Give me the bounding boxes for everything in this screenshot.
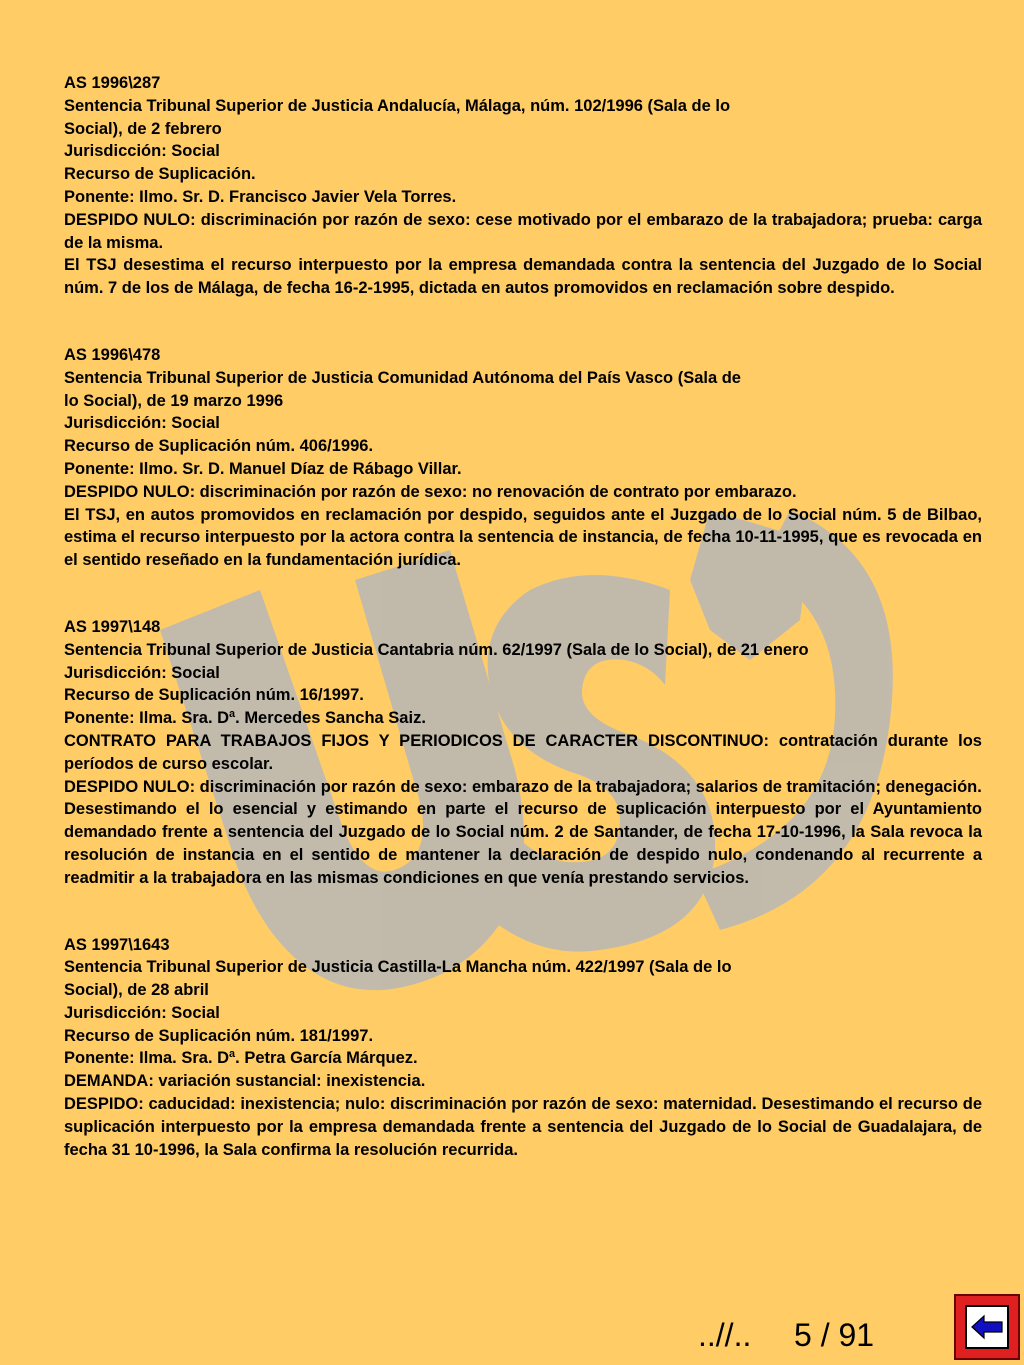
case-summary: DESPIDO NULO: discriminación por razón de sexo: no renovación de contrato por embarazo.	[64, 482, 797, 501]
case-entry-1	[64, 72, 982, 300]
case-summary: DESPIDO: caducidad: inexistencia; nulo: discriminación por razón de sexo: maternidad. Desestimando el recurso de suplicación interpuesto por la empresa demandada frente a sentencia del Juzgado de lo Social de Guadalajara, de fecha 31 10-1996, la Sala confirma la resolución recurrida.	[64, 1095, 982, 1159]
case-appeal-type: Recurso de Suplicación núm. 406/1996.	[64, 437, 374, 456]
case-summary: DEMANDA: variación sustancial: inexistencia.	[64, 1072, 426, 1091]
case-title-continued: Social), de 28 abril	[64, 981, 209, 1000]
document-content	[64, 72, 982, 1205]
case-summary: El TSJ, en autos promovidos en reclamación por despido, seguidos ante el Juzgado de lo Social núm. 5 de Bilbao, estima el recurso interpuesto por la actora contra la sentencia de instancia, de fecha 10-11-1995, que es revocada en el sentido reseñado en la fundamentación jurídica.	[64, 505, 982, 570]
back-button-face	[965, 1305, 1009, 1349]
back-button[interactable]	[954, 1294, 1020, 1360]
page-indicator: 5 / 91	[794, 1317, 875, 1353]
case-judge: Ponente: Ilmo. Sr. D. Francisco Javier Vela Torres.	[64, 187, 457, 206]
case-entry-4	[64, 934, 982, 1162]
case-judge: Ponente: Ilma. Sra. Dª. Petra García Márquez.	[64, 1049, 418, 1068]
case-entry-2	[64, 344, 982, 572]
case-reference: AS 1996\478	[64, 345, 161, 364]
case-title-continued: Social), de 2 febrero	[64, 119, 222, 138]
case-appeal-type: Recurso de Suplicación núm. 16/1997.	[64, 686, 364, 705]
case-jurisdiction: Jurisdicción: Social	[64, 142, 220, 161]
arrow-left-icon	[970, 1314, 1004, 1340]
case-reference: AS 1996\287	[64, 74, 161, 92]
case-title: Sentencia Tribunal Superior de Justicia Andalucía, Málaga, núm. 102/1996 (Sala de lo	[64, 96, 731, 115]
case-summary: DESPIDO NULO: discriminación por razón de sexo: embarazo de la trabajadora; salarios de tramitación; denegación.	[64, 777, 982, 796]
case-reference: AS 1997\1643	[64, 935, 170, 954]
case-jurisdiction: Jurisdicción: Social	[64, 414, 220, 433]
case-summary: DESPIDO NULO: discriminación por razón de sexo: cese motivado por el embarazo de la trabajadora; prueba: carga de la misma.	[64, 210, 982, 252]
case-summary: Desestimando el lo esencial y estimando en parte el recurso de suplicación interpuesto por el Ayuntamiento demandado frente a sentencia del Juzgado de lo Social núm. 2 de Santander, de fecha 17-10-1996, la Sala revoca la resolución de instancia en el sentido de mantener la declaración de despido nulo, condenando al recurrente a readmitir a la trabajadora en las mismas condiciones en que venía prestando servicios.	[64, 800, 982, 887]
case-title-continued: lo Social), de 19 marzo 1996	[64, 391, 284, 410]
case-jurisdiction: Jurisdicción: Social	[64, 1003, 220, 1022]
case-appeal-type: Recurso de Suplicación.	[64, 165, 256, 184]
case-summary: CONTRATO PARA TRABAJOS FIJOS Y PERIODICOS DE CARACTER DISCONTINUO: contratación durante los períodos de curso escolar.	[64, 731, 982, 773]
case-title: Sentencia Tribunal Superior de Justicia Comunidad Autónoma del País Vasco (Sala de	[64, 368, 741, 387]
case-entry-3	[64, 616, 982, 890]
case-summary: El TSJ desestima el recurso interpuesto por la empresa demandada contra la sentencia del Juzgado de lo Social núm. 7 de los de Málaga, de fecha 16-2-1995, dictada en autos promovidos en reclamación sobre despido.	[64, 256, 982, 298]
case-judge: Ponente: Ilma. Sra. Dª. Mercedes Sancha Saiz.	[64, 709, 426, 728]
case-title: Sentencia Tribunal Superior de Justicia Castilla-La Mancha núm. 422/1997 (Sala de lo	[64, 958, 732, 977]
case-jurisdiction: Jurisdicción: Social	[64, 663, 220, 682]
case-title: Sentencia Tribunal Superior de Justicia Cantabria núm. 62/1997 (Sala de lo Social), de 21 enero	[64, 640, 809, 659]
case-appeal-type: Recurso de Suplicación núm. 181/1997.	[64, 1026, 374, 1045]
continue-marker: ..//..	[698, 1317, 752, 1353]
case-reference: AS 1997\148	[64, 617, 161, 636]
case-judge: Ponente: Ilmo. Sr. D. Manuel Díaz de Rábago Villar.	[64, 459, 462, 478]
